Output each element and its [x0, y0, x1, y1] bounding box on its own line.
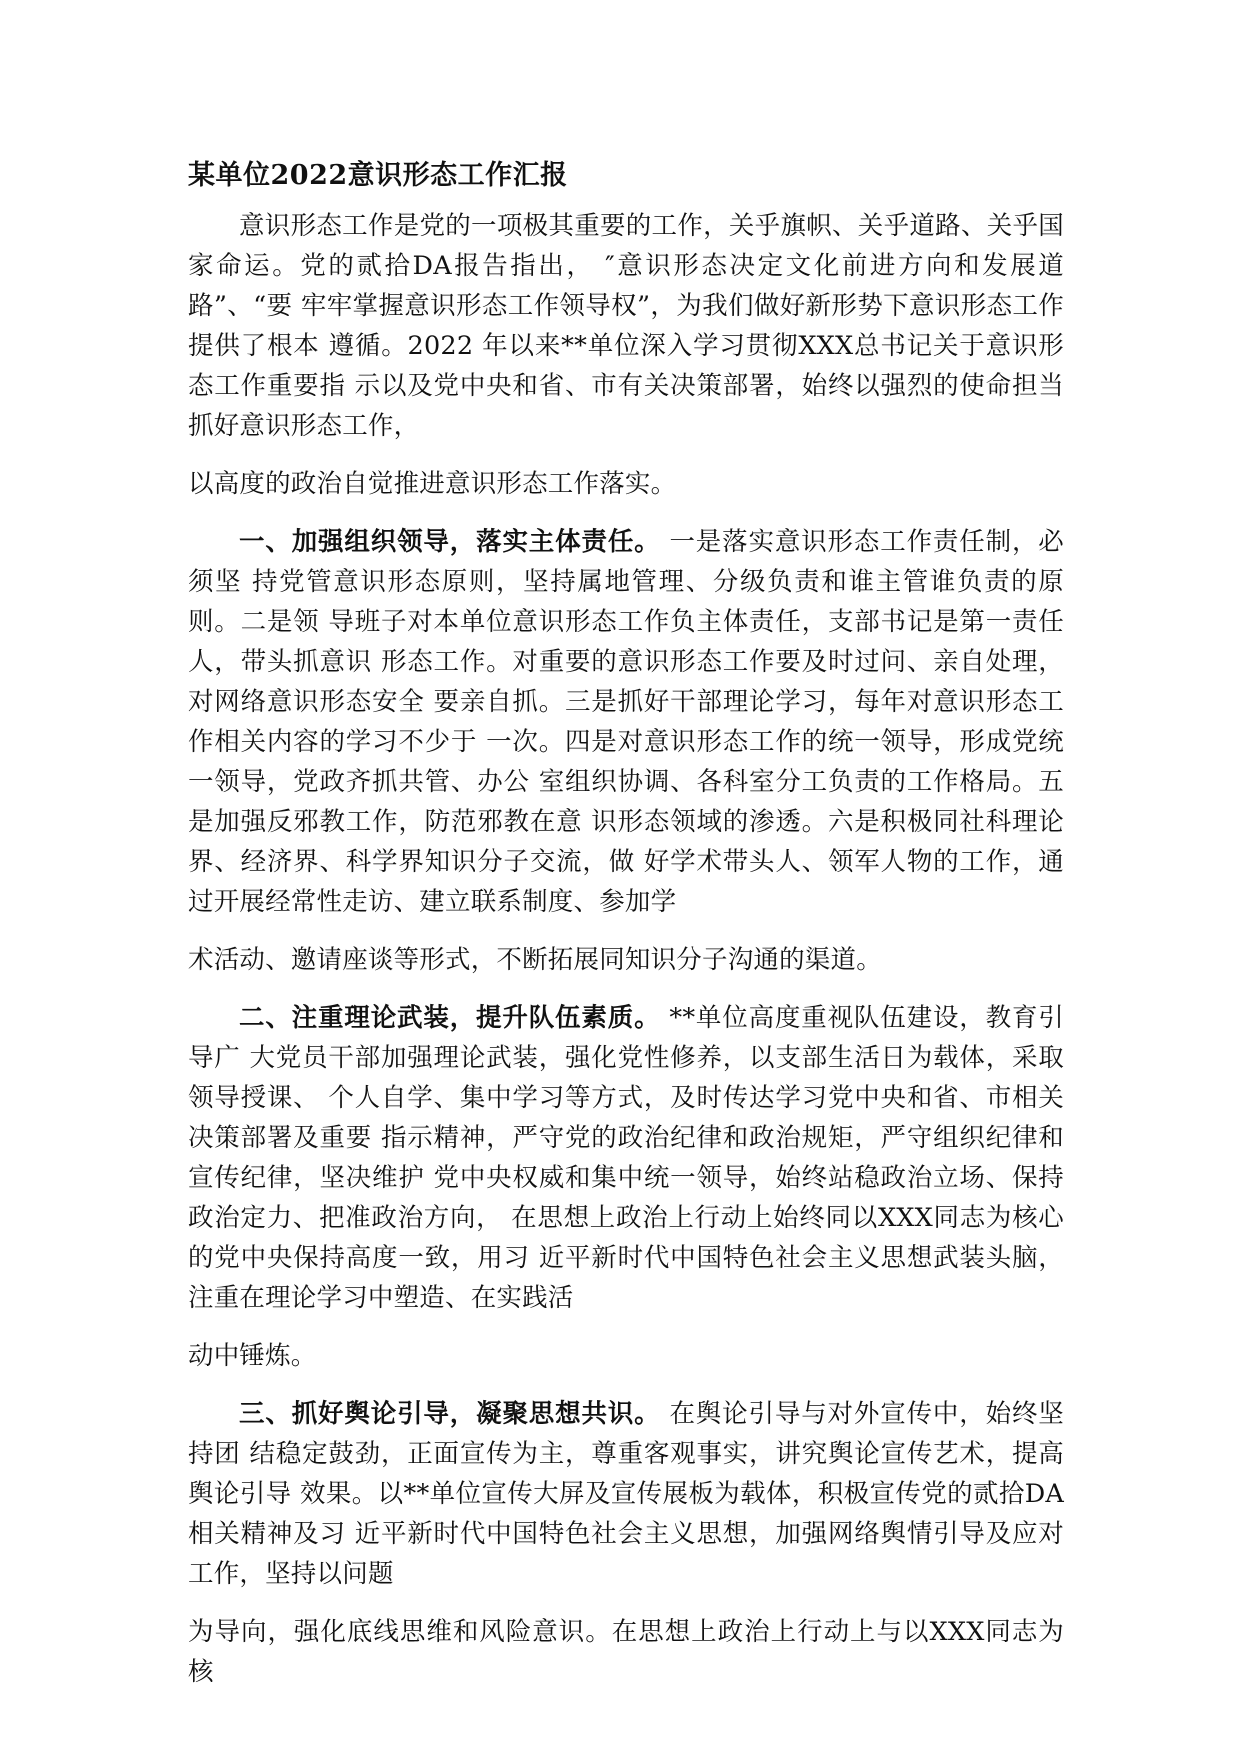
paragraph-text: 一是落实意识形态工作责任制，必须坚 持党管意识形态原则，坚持属地管理、分级负责和谁主管谁负责的原则。二是领 导班子对本单位意识形态工作负主体责任，支部书记是第一责任人，带头抓意识 形态工作。对重要的意识形态工作要及时过问、亲自处理，对网络意识形态安全 要亲自抓。三是抓好干部理论学习，每年对意识形态工作相关内容的学习不少于 一次。四是对意识形态工作的统一领导，形成党统一领导，党政齐抓共管、办公 室组织协调、各科室分工负责的工作格局。五是加强反邪教工作，防范邪教在意 识形态领域的渗透。六是积极同社科理论界、经济界、科学界知识分子交流，做 好学术带头人、领军人物的工作，通过开展经常性走访、建立联系制度、参加学: [188, 527, 1064, 917]
paragraph-section-2-continued: [188, 1336, 1064, 1376]
section-heading: 二、注重理论武装，提升队伍素质。: [239, 1003, 661, 1033]
paragraph-text: 意识形态工作是党的一项极其重要的工作，关乎旗帜、关乎道路、关乎国家命运。党的贰拾DA报告指出， ″意识形态决定文化前进方向和发展道路”、“要 牢牢掌握意识形态工作领导权”，为我们做好新形势下意识形态工作提供了根本 遵循。2022 年以来**单位深入学习贯彻XXX总书记关于意识形态工作重要指 示以及党中央和省、市有关决策部署，始终以强烈的使命担当抓好意识形态工作，: [188, 211, 1064, 441]
paragraph-section-2: [188, 998, 1064, 1318]
paragraph-text: 术活动、邀请座谈等形式，不断拓展同知识分子沟通的渠道。: [188, 945, 882, 975]
paragraph-section-3: [188, 1394, 1064, 1594]
paragraph-text: **单位高度重视队伍建设，教育引导广 大党员干部加强理论武装，强化党性修养，以支部生活日为载体，采取领导授课、 个人自学、集中学习等方式，及时传达学习党中央和省、市相关决策部署及重要 指示精神，严守党的政治纪律和政治规矩，严守组织纪律和宣传纪律，坚决维护 党中央权威和集中统一领导，始终站稳政治立场、保持政治定力、把准政治方向， 在思想上政治上行动上始终同以XXX同志为核心的党中央保持高度一致，用习 近平新时代中国特色社会主义思想武装头脑，注重在理论学习中塑造、在实践活: [188, 1003, 1065, 1313]
document-page: [188, 156, 1064, 1692]
document-title: 某单位2022意识形态工作汇报: [188, 160, 568, 191]
paragraph-intro-continued: [188, 464, 1064, 504]
paragraph-text: 在舆论引导与对外宣传中，始终坚持团 结稳定鼓劲，正面宣传为主，尊重客观事实，讲究舆论宣传艺术，提高舆论引导 效果。以**单位宣传大屏及宣传展板为载体，积极宣传党的贰拾DA相关精神及习 近平新时代中国特色社会主义思想，加强网络舆情引导及应对工作，坚持以问题: [188, 1399, 1064, 1589]
paragraph-text: 以高度的政治自觉推进意识形态工作落实。: [188, 469, 677, 499]
paragraph-section-1-continued: [188, 940, 1064, 980]
paragraph-text: 为导向，强化底线思维和风险意识。在思想上政治上行动上与以XXX同志为核: [188, 1617, 1064, 1687]
paragraph-intro: [188, 206, 1064, 446]
section-heading: 一、加强组织领导，落实主体责任。: [239, 527, 661, 557]
paragraph-text: 动中锤炼。: [188, 1341, 317, 1371]
paragraph-section-1: [188, 522, 1064, 922]
paragraph-section-3-continued: [188, 1612, 1064, 1692]
section-heading: 三、抓好舆论引导，凝聚思想共识。: [239, 1399, 661, 1429]
